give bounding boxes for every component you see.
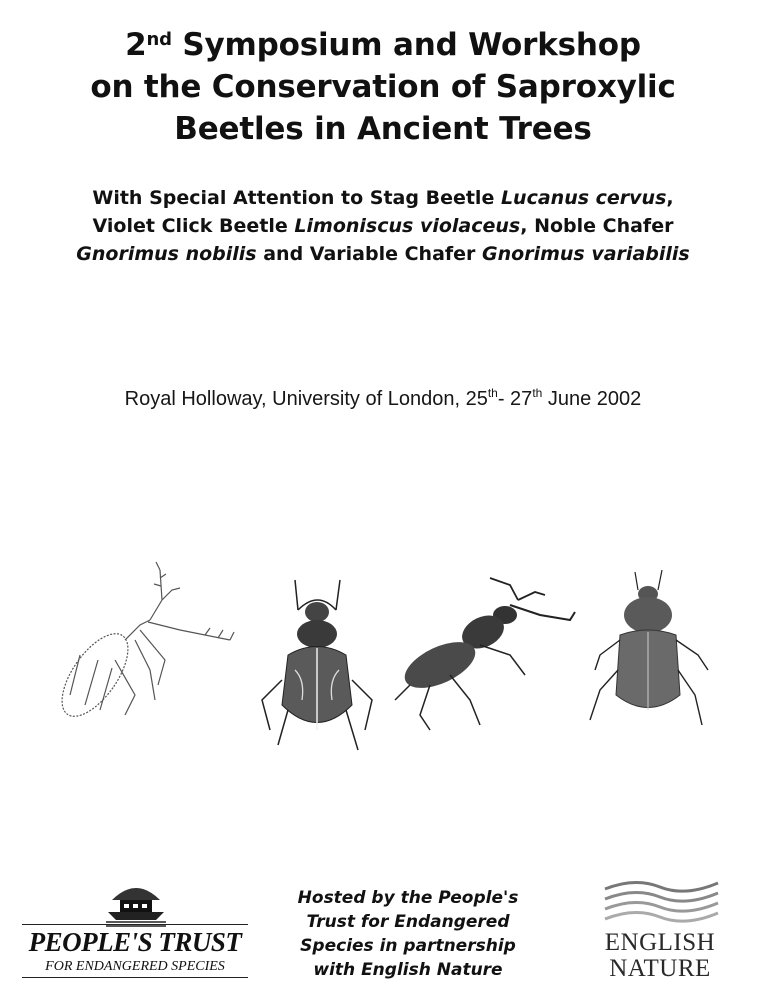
english-nature-logo	[590, 875, 730, 985]
species-violet-click-beetle: Limoniscus violaceus	[294, 215, 521, 237]
english-nature-line-2: NATURE	[609, 955, 711, 982]
english-nature-line-1: ENGLISH	[604, 929, 716, 956]
hosted-by-statement: Hosted by the People's Trust for Endangered Species in partnership with English Nature	[297, 888, 519, 980]
subtitle-line-3: Gnorimus nobilis and Variable Chafer Gnorimus variabilis	[76, 243, 690, 265]
species-noble-chafer: Gnorimus nobilis	[76, 243, 257, 265]
peoples-trust-subtitle: FOR ENDANGERED SPECIES	[22, 958, 248, 978]
subtitle-line-2: Violet Click Beetle Limoniscus violaceus, Noble Chafer	[92, 215, 674, 237]
click-beetle-illustration	[49, 562, 234, 727]
noble-chafer-illustration	[262, 580, 372, 750]
venue-and-dates: Royal Holloway, University of London, 25th- 27th June 2002	[124, 386, 642, 410]
symposium-title	[0, 24, 766, 150]
stag-beetle-illustration	[395, 578, 575, 730]
beetle-illustrations	[40, 560, 740, 760]
title-ordinal-suffix: nd	[146, 29, 172, 50]
subtitle-line-1: With Special Attention to Stag Beetle Lucanus cervus,	[92, 187, 674, 209]
peoples-trust-logo	[22, 880, 248, 980]
ark-icon	[106, 880, 166, 928]
variable-chafer-illustration	[590, 570, 708, 725]
species-stag-beetle: Lucanus cervus	[500, 187, 667, 209]
title-line-1: 2nd Symposium and Workshop	[125, 27, 641, 63]
peoples-trust-name: PEOPLE'S TRUST	[22, 924, 248, 957]
species-variable-chafer: Gnorimus variabilis	[482, 243, 690, 265]
waves-icon	[600, 875, 720, 925]
title-line-3: Beetles in Ancient Trees	[174, 111, 592, 147]
title-line-2: on the Conservation of Saproxylic	[90, 69, 676, 105]
symposium-subtitle	[0, 184, 766, 268]
